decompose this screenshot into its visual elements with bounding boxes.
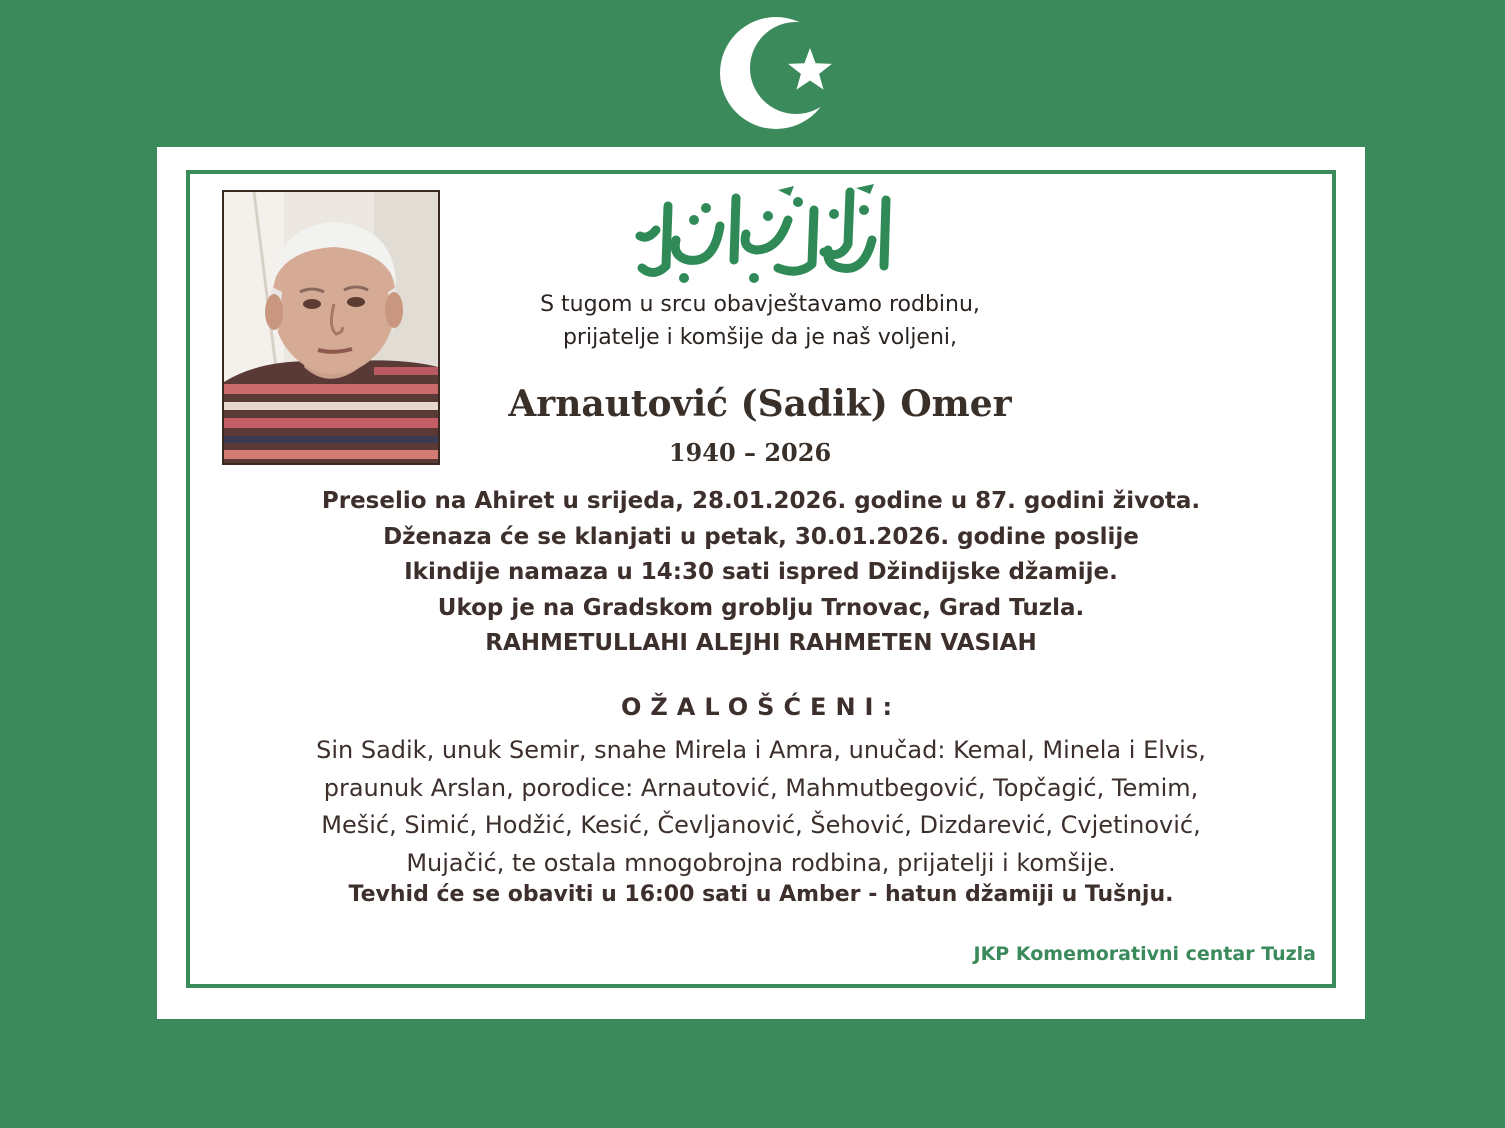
portrait-photo: [222, 190, 440, 465]
mourners-line: Mešić, Simić, Hodžić, Kesić, Čevljanović, Šehović, Dizdarević, Cvjetinović,: [321, 811, 1201, 839]
mourners-line: Sin Sadik, unuk Semir, snahe Mirela i Amra, unučad: Kemal, Minela i Elvis,: [316, 736, 1206, 764]
intro-text: [440, 288, 1080, 354]
funeral-details: [186, 484, 1336, 662]
life-years: 1940 – 2026: [668, 438, 832, 467]
publisher-credit: JKP Komemorativni centar Tuzla: [973, 943, 1316, 965]
detail-line: Ukop je na Gradskom groblju Trnovac, Grad Tuzla.: [437, 594, 1085, 621]
deceased-name: Arnautović (Sadik) Omer: [508, 383, 1012, 425]
tevhid-notice: Tevhid će se obaviti u 16:00 sati u Amber - hatun džamiji u Tušnju.: [348, 882, 1174, 907]
arabic-calligraphy-icon: [628, 180, 900, 290]
detail-line: Dženaza će se klanjati u petak, 30.01.2026. godine poslije: [383, 523, 1139, 550]
detail-line: RAHMETULLAHI ALEJHI RAHMETEN VASIAH: [485, 630, 1037, 656]
mourners-heading: OŽALOŠĆENI:: [620, 693, 902, 721]
mourners-list: [186, 732, 1336, 882]
mourners-line: Mujačić, te ostala mnogobrojna rodbina, prijatelji i komšije.: [406, 848, 1116, 877]
mourners-line: praunuk Arslan, porodice: Arnautović, Mahmutbegović, Topčagić, Temim,: [323, 773, 1199, 802]
intro-line: S tugom u srcu obavještavamo rodbinu,: [540, 292, 980, 317]
detail-line: Ikindije namaza u 14:30 sati ispred Džindijske džamije.: [404, 559, 1118, 585]
detail-line: Preselio na Ahiret u srijeda, 28.01.2026. godine u 87. godini života.: [321, 488, 1201, 514]
intro-line: prijatelje i komšije da je naš voljeni,: [562, 325, 958, 350]
crescent-star-icon: [718, 14, 842, 132]
